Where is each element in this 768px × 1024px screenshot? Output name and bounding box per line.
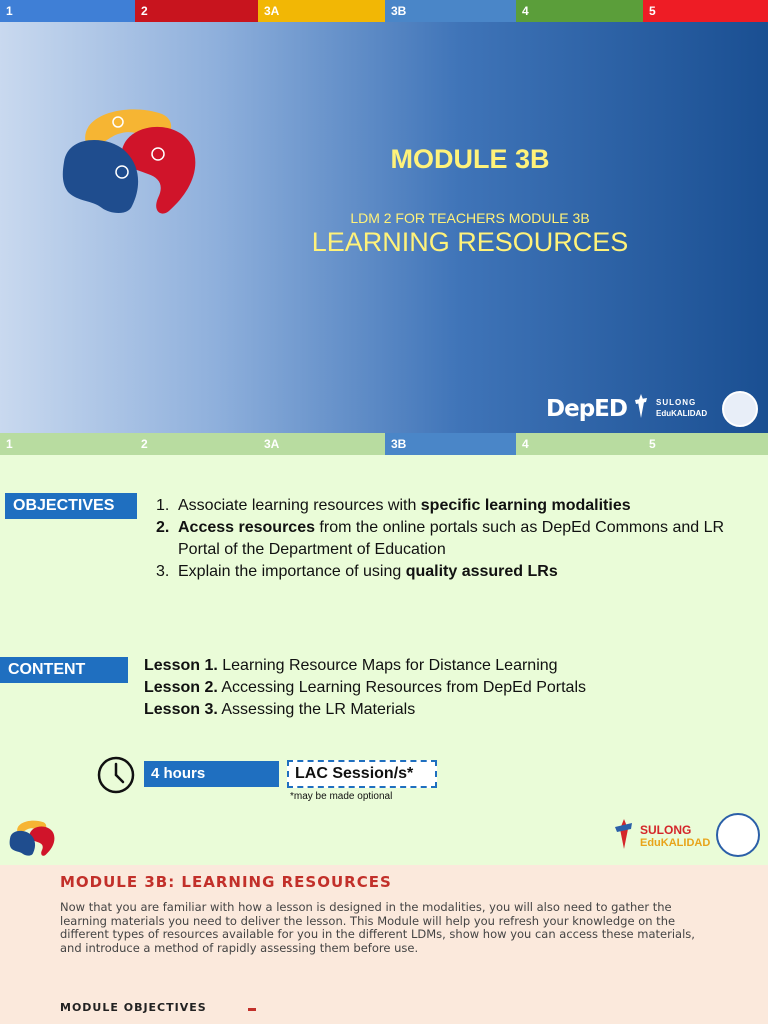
intro-body: Now that you are familiar with how a lesson is designed in the modalities, you will also need to gather the learning materials you need to deliver the lesson. This Module will help you refresh your knowledge on the different types of resources available for you in the different LDMs, show how you can access these materials, and introduce a method of rapidly assessing them before use. [60,900,695,955]
mid-tab-3a[interactable]: 3A [258,433,385,455]
objective-text: Access resources from the online portals such as DepEd Commons and LR Portal of the Department of Education [178,519,725,558]
title-slide [0,22,768,433]
top-tab-3a[interactable]: 3A [258,0,385,22]
mid-tab-3b[interactable]: 3B [385,433,516,455]
lac-session-box: LAC Session/s* [287,760,437,788]
intro-title: MODULE 3B: LEARNING RESOURCES [60,873,392,891]
sulong-edukalidad-logo [632,392,712,422]
top-tab-3b[interactable]: 3B [385,0,516,22]
lesson-item: Lesson 2. Accessing Learning Resources from DepEd Portals [144,679,586,696]
torch-icon [632,392,650,420]
objective-number: 2. [156,519,170,536]
objectives-list [156,495,746,583]
ldm-logo [58,94,200,222]
edukalidad-label: EduKALIDAD [640,837,711,849]
objectives-label: OBJECTIVES [5,493,137,519]
objective-item [156,495,746,517]
mid-tab-2[interactable]: 2 [135,433,258,455]
objective-item [156,561,746,583]
top-tab-1[interactable]: 1 [0,0,135,22]
mid-tab-1[interactable]: 1 [0,433,135,455]
objective-item [156,517,746,561]
deped-logo: DepED [546,396,627,422]
heading-dash [248,1008,256,1011]
top-tab-4[interactable]: 4 [516,0,643,22]
module-nav-mid [0,433,768,455]
overview-slide [0,455,768,865]
top-tab-2[interactable]: 2 [135,0,258,22]
objective-text: Explain the importance of using quality assured LRs [178,563,558,580]
sulong-label: SULONG [656,398,697,407]
lesson-item: Lesson 1. Learning Resource Maps for Distance Learning [144,657,558,674]
deped-seal-icon [716,813,760,857]
edukalidad-label: EduKALIDAD [656,409,708,418]
clock-icon [96,755,136,795]
lessons-list [144,655,586,721]
ldm-logo-small [8,815,56,859]
deped-seal-icon [722,391,758,427]
module-nav-top [0,0,768,22]
content-label: CONTENT [0,657,128,683]
module-subtitle: LDM 2 FOR TEACHERS MODULE 3B [350,210,590,226]
mid-tab-4[interactable]: 4 [516,433,643,455]
module-title: LEARNING RESOURCES [311,227,629,257]
duration-badge: 4 hours [144,761,279,787]
lesson-item: Lesson 3. Assessing the LR Materials [144,701,416,718]
objective-number: 3. [156,563,170,580]
intro-slide [0,865,768,1024]
top-tab-5[interactable]: 5 [643,0,768,22]
module-number: MODULE 3B [390,144,550,174]
objective-text: Associate learning resources with specific learning modalities [178,497,631,514]
mid-tab-5[interactable]: 5 [643,433,768,455]
objective-number: 1. [156,497,170,514]
sulong-edukalidad-logo-small [612,817,712,853]
module-objectives-heading: MODULE OBJECTIVES [60,1001,207,1014]
optional-note: *may be made optional [290,791,393,802]
torch-icon [612,817,636,851]
sulong-label: SULONG [640,823,692,837]
